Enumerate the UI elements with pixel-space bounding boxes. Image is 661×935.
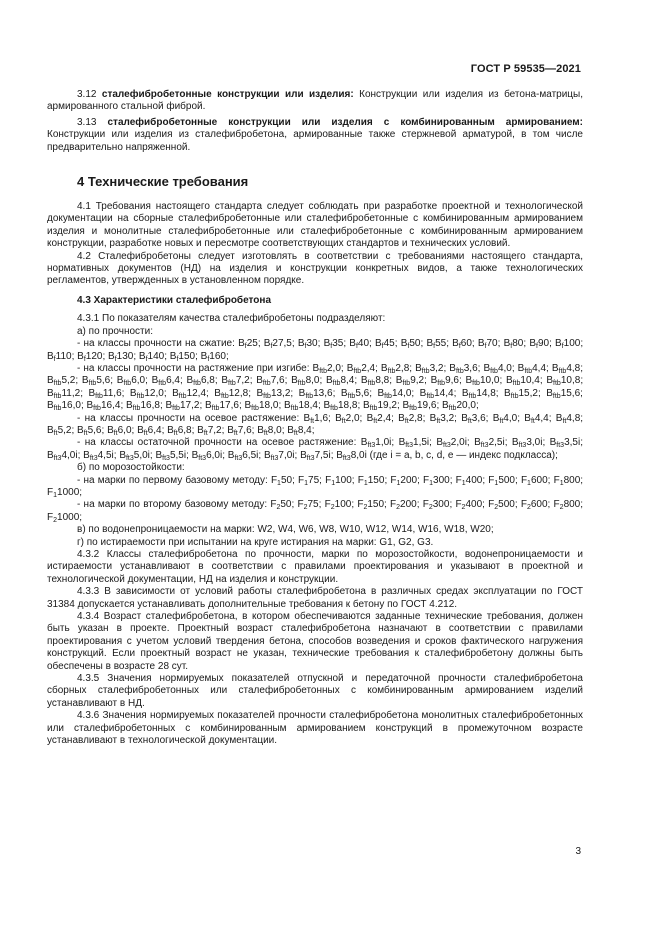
list-lead: - на классы прочности на осевое растяжение: (77, 412, 300, 424)
class-designation: $F_11000$ (47, 486, 80, 499)
class-designation: $B_f27,5$ (263, 338, 292, 351)
class-designation: $B_{ftb}19,2$ (363, 400, 397, 413)
list-item-a: а) по прочности: (77, 325, 153, 337)
list-item-d: г) по истираемости при испытании на круге истирания на марки: G1, G2, G3. (77, 536, 434, 548)
class-designation: $F_1100$ (325, 474, 352, 487)
clause-4-3-1: 4.3.1 По показателям качества сталефибробетоны подразделяют: (77, 313, 386, 325)
class-designation: $B_{ft3}6,0i$ (191, 449, 223, 462)
class-designation: $B_{ft}4,8$ (555, 412, 581, 425)
class-list: $B_f25$; $B_f27,5$; $B_f30$; $B_f35$; $B_f40$; $B_f45$; $B_f50$; $B_f55$; $B_f60$; $B_f70$; $B_f80$; $B_f90$; $B_f100$; $B_f110$; $B_f120$; $B_f130$; $B_f140$; $B_f150$; $B_f160$ (47, 338, 584, 363)
document-body (47, 89, 583, 748)
term-definition: сталефибробетонные конструкции или изделия: (101, 89, 354, 100)
class-designation: $B_{ftb}8,0$ (291, 375, 320, 388)
axial-tension-classes: - на классы прочности на осевое растяжение: $B_{ft}1,6$; $B_{ft}2,0$; $B_{ft}2,4$; $B_{ft}2,8$; $B_{ft}3,2$; $B_{ft}3,6$; $B_{ft}4,0$; $B_{ft}4,4$; $B_{ft}4,8$; $B_{ft}5,2$; $B_{ft}5,6$; $B_{ft}6,0$; $B_{ft}6,4$; $B_{ft}6,8$; $B_{ft}7,2$; $B_{ft}7,6$; $B_{ft}8,0$; $B_{ft}8,4$; (47, 412, 584, 437)
class-designation: $F_2500$ (488, 499, 515, 512)
class-designation: $B_{ft}7,6$ (227, 424, 252, 437)
class-designation: $B_f50$ (400, 338, 421, 351)
class-designation: $B_f140$ (138, 350, 165, 363)
clause-3-13 (47, 117, 583, 154)
class-designation: $B_{ft}7,2$ (197, 424, 222, 437)
class-designation: $B_{ft3}6,5i$ (227, 449, 259, 462)
class-designation: $F_2600$ (520, 499, 548, 512)
class-designation: $B_{ft3}7,5i$ (300, 449, 331, 462)
class-designation: $F_1600$ (520, 474, 548, 487)
class-designation: $B_{ftb}17,2$ (165, 400, 200, 413)
class-designation: $B_{ftb}12,8$ (214, 387, 249, 400)
class-designation: $B_{ft}2,8$ (398, 412, 423, 425)
class-designation: $B_{ft}3,2$ (429, 412, 455, 425)
class-designation: $B_{ftb}9,2$ (395, 375, 425, 388)
list-lead: - на марки по первому базовому методу: (77, 474, 268, 486)
subsection-heading-4-3: 4.3 Характеристики сталефибробетона (77, 294, 272, 306)
clause-4-3-6: 4.3.6 Значения нормируемых показателей прочности сталефибробетона монолитных сталефибробетонных или сталефибробетонных с комбинированным армированием конструкций в промежуточном возрасте устанавливают в технологической документации. (47, 710, 583, 747)
class-designation: $B_{ft3}2,0i$ (436, 437, 467, 450)
class-designation: $B_{ftb}16,0$ (47, 400, 81, 413)
class-designation: $F_1200$ (390, 474, 418, 487)
document-header: ГОСТ Р 59535—2021 (470, 63, 581, 75)
class-designation: $B_{ft3}2,5i$ (474, 437, 505, 450)
residual-strength-classes (47, 437, 583, 462)
class-designation: $B_{ftb}10,4$ (505, 375, 540, 388)
class-designation: $B_{ft}4,0$ (492, 412, 518, 425)
class-designation: $B_{ftb}11,6$ (88, 387, 122, 400)
class-designation: $B_{ft3}5,5i$ (155, 449, 187, 462)
class-designation: $B_{ftb}3,6$ (449, 362, 478, 375)
class-designation: $B_{ftb}8,8$ (360, 375, 390, 388)
class-list: $B_{ftb}2,0$; $B_{ftb}2,4$; $B_{ftb}2,8$; $B_{ftb}3,2$; $B_{ftb}3,6$; $B_{ftb}4,0$; $B_{ftb}4,4$; $B_{ftb}4,8$; $B_{ftb}5,2$; $B_{ftb}5,6$; $B_{ftb}6,0$; $B_{ftb}6,4$; $B_{ftb}6,8$; $B_{ftb}7,2$; $B_{ftb}7,6$; $B_{ftb}8,0$; $B_{ftb}8,4$; $B_{ftb}8,8$; $B_{ftb}9,2$; $B_{ftb}9,6$; $B_{ftb}10,0$; $B_{ftb}10,4$; $B_{ftb}10,8$; $B_{ftb}11,2$; $B_{ftb}11,6$; $B_{ftb}12,0$; $B_{ftb}12,4$; $B_{ftb}12,8$; $B_{ftb}13,2$; $B_{ftb}13,6$; $B_{ftb}5,6$; $B_{ftb}14,0$; $B_{ftb}14,4$; $B_{ftb}14,8$; $B_{ftb}15,2$; $B_{ftb}15,6$; $B_{ftb}16,0$; $B_{ftb}16,4$; $B_{ftb}16,8$; $B_{ftb}17,2$; $B_{ftb}17,6$; $B_{ftb}18,0$; $B_{ftb}18,4$; $B_{ftb}18,8$; $B_{ftb}19,2$; $B_{ftb}19,6$; $B_{ftb}20,0$ (47, 362, 584, 413)
list-item-c: в) по водонепроницаемости на марки: W2, W4, W6, W8, W10, W12, W14, W16, W18, W20; (77, 524, 494, 536)
class-designation: $B_{ft}5,6$ (77, 424, 102, 437)
frost-grades-method-2: - на марки по второму базовому методу: $F_250$; $F_275$; $F_2100$; $F_2150$; $F_2200$; $F_2300$; $F_2400$; $F_2500$; $F_2600$; $F_2800$; $F_21000$; (47, 499, 584, 524)
frost-grades-method-1: - на марки по первому базовому методу: $F_150$; $F_175$; $F_1100$; $F_1150$; $F_1200$; $F_1300$; $F_1400$; $F_1500$; $F_1600$; $F_1800$; $F_11000$; (47, 474, 584, 499)
class-designation: $B_f130$ (108, 350, 134, 363)
class-designation: $B_{ft3}7,0i$ (263, 449, 295, 462)
class-list: $F_150$; $F_175$; $F_1100$; $F_1150$; $F_1200$; $F_1300$; $F_1400$; $F_1500$; $F_1600$; $F_1800$; $F_11000$ (47, 474, 584, 499)
class-designation: $B_{ftb}18,0$ (244, 400, 279, 413)
class-designation: $B_{ftb}10,8$ (546, 375, 581, 388)
class-designation: $B_{ftb}14,0$ (377, 387, 412, 400)
class-designation: $B_{ft3}4,0i$ (47, 449, 78, 462)
class-designation: $B_{ft}6,4$ (137, 424, 162, 437)
class-designation: $B_{ft3}8,0i$ (336, 449, 367, 462)
class-designation: $B_{ftb}7,6$ (256, 375, 285, 388)
class-designation: $B_{ftb}16,4$ (86, 400, 121, 413)
class-designation: $B_f120$ (77, 350, 103, 363)
class-list: $B_{ft}1,6$; $B_{ft}2,0$; $B_{ft}2,4$; $B_{ft}2,8$; $B_{ft}3,2$; $B_{ft}3,6$; $B_{ft}4,0$; $B_{ft}4,4$; $B_{ft}4,8$; $B_{ft}5,2$; $B_{ft}5,6$; $B_{ft}6,0$; $B_{ft}6,4$; $B_{ft}6,8$; $B_{ft}7,2$; $B_{ft}7,6$; $B_{ft}8,0$; $B_{ft}8,4$ (47, 412, 584, 437)
class-designation: $B_{ftb}18,4$ (284, 400, 318, 413)
class-list: $F_250$; $F_275$; $F_2100$; $F_2150$; $F_2200$; $F_2300$; $F_2400$; $F_2500$; $F_2600$; $F_2800$; $F_21000$ (47, 499, 584, 524)
class-designation: $F_1150$ (357, 474, 385, 487)
class-designation: $B_{ftb}3,2$ (415, 362, 444, 375)
class-designation: $B_{ftb}15,2$ (504, 387, 538, 400)
clause-4-1: 4.1 Требования настоящего стандарта следует соблюдать при разработке проектной и технологической документации на сборные сталефибробетонные или сталефибробетонные с комбинированным армированием изделия и монолитные сталефибробетонные или сталефибробетонные с комбинированным армированием конструкции, разработке новых и пересмотре соответствующих стандартов и технических условий. (47, 201, 583, 250)
class-designation: $B_{ft3}1,5i$ (398, 437, 430, 450)
bending-tension-classes: - на классы прочности на растяжение при изгибе: $B_{ftb}2,0$; $B_{ftb}2,4$; $B_{ftb}2,8$; $B_{ftb}3,2$; $B_{ftb}3,6$; $B_{ftb}4,0$; $B_{ftb}4,4$; $B_{ftb}4,8$; $B_{ftb}5,2$; $B_{ftb}5,6$; $B_{ftb}6,0$; $B_{ftb}6,4$; $B_{ftb}6,8$; $B_{ftb}7,2$; $B_{ftb}7,6$; $B_{ftb}8,0$; $B_{ftb}8,4$; $B_{ftb}8,8$; $B_{ftb}9,2$; $B_{ftb}9,6$; $B_{ftb}10,0$; $B_{ftb}10,4$; $B_{ftb}10,8$; $B_{ftb}11,2$; $B_{ftb}11,6$; $B_{ftb}12,0$; $B_{ftb}12,4$; $B_{ftb}12,8$; $B_{ftb}13,2$; $B_{ftb}13,6$; $B_{ftb}5,6$; $B_{ftb}14,0$; $B_{ftb}14,4$; $B_{ftb}14,8$; $B_{ftb}15,2$; $B_{ftb}15,6$; $B_{ftb}16,0$; $B_{ftb}16,4$; $B_{ftb}16,8$; $B_{ftb}17,2$; $B_{ftb}17,6$; $B_{ftb}18,0$; $B_{ftb}18,4$; $B_{ftb}18,8$; $B_{ftb}19,2$; $B_{ftb}19,6$; $B_{ftb}20,0$; (47, 362, 584, 413)
class-designation: $B_f25$ (238, 338, 258, 351)
class-designation: $B_{ftb}2,4$ (346, 362, 376, 375)
class-designation: $F_2200$ (390, 499, 417, 512)
clause-3-12 (47, 89, 583, 114)
class-designation: $B_{ft}8,4$ (287, 424, 312, 437)
class-designation: $B_f45$ (375, 338, 395, 351)
class-designation: $F_21000$ (47, 511, 80, 524)
class-designation: $B_{ft3}5,0i$ (119, 449, 150, 462)
class-designation: $B_{ft3}3,5i$ (549, 437, 581, 450)
class-designation: $B_{ft}8,0$ (257, 424, 282, 437)
class-designation: $B_f30$ (297, 338, 318, 351)
clause-number: 3.12 (77, 89, 97, 100)
class-designation: $F_2100$ (324, 499, 352, 512)
class-designation: $B_{ftb}12,4$ (172, 387, 207, 400)
list-lead: - на классы прочности на сжатие: (77, 338, 235, 350)
class-designation: $B_{ftb}5,2$ (47, 375, 76, 388)
class-designation: $B_{ftb}18,8$ (323, 400, 358, 413)
class-designation: $B_f100$ (555, 338, 581, 351)
class-designation: $F_2150$ (357, 499, 385, 512)
class-designation: $B_{ft}4,4$ (524, 412, 549, 425)
class-designation: $B_{ft}6,0$ (107, 424, 132, 437)
class-designation: $B_f80$ (503, 338, 524, 351)
class-designation: $B_{ftb}11,2$ (47, 387, 81, 400)
class-designation: $B_{ftb}7,2$ (221, 375, 250, 388)
clause-4-3-5: 4.3.5 Значения нормируемых показателей отпускной и передаточной прочности сталефибробетона сборных сталефибробетонных или сталефибробетонных с комбинированным армированием изделий устанавливают в НД. (47, 673, 583, 709)
class-designation: $B_{ftb}6,8$ (186, 375, 215, 388)
class-designation: $B_{ftb}15,6$ (546, 387, 581, 400)
class-designation: $F_1400$ (455, 474, 483, 487)
class-designation: $B_f55$ (426, 338, 447, 351)
class-designation: $F_150$ (270, 474, 293, 487)
class-designation: $B_{ft3}4,5i$ (83, 449, 114, 462)
class-designation: $F_275$ (297, 499, 319, 512)
clause-4-3-3: 4.3.3 В зависимости от условий работы сталефибробетона в различных средах эксплуатации по ГОСТ 31384 допускается устанавливать дополнительные требования к бетону по ГОСТ 4.212. (47, 586, 583, 610)
class-designation: $B_{ft}2,0$ (335, 412, 360, 425)
class-designation: $B_{ftb}4,4$ (517, 362, 547, 375)
clause-4-2: 4.2 Сталефибробетоны следует изготовлять в соответствии с требованиями настоящего стандарта, нормативных документов (НД) на изделия и конструкции конкретных видов, а также технологических регламентов, утвержденных в установленном порядке. (47, 250, 583, 287)
class-designation: $B_{ftb}17,6$ (205, 400, 239, 413)
class-designation: $B_{ftb}4,8$ (551, 362, 581, 375)
class-designation: $B_{ftb}5,6$ (340, 387, 370, 400)
definition-text: Конструкции или изделия из бетона-матрицы, армированного стальной фиброй. (47, 89, 583, 113)
class-designation: $B_{ftb}16,8$ (126, 400, 160, 413)
class-designation: $B_{ftb}2,0$ (312, 362, 341, 375)
class-designation: $B_{ftb}5,6$ (81, 375, 111, 388)
class-designation: $B_{ft}5,2$ (47, 424, 72, 437)
class-designation: $B_{ftb}13,6$ (298, 387, 333, 400)
class-designation: $B_{ft}1,6$ (303, 412, 329, 425)
page-number: 3 (575, 846, 581, 857)
class-designation: $F_2800$ (553, 499, 581, 512)
class-designation: $B_{ftb}4,0$ (483, 362, 512, 375)
class-designation: $B_{ftb}12,0$ (129, 387, 164, 400)
class-designation: $B_{ft}2,4$ (366, 412, 392, 425)
class-designation: $F_1800$ (553, 474, 581, 487)
list-lead: - на классы прочности на растяжение при изгибе: (77, 362, 310, 374)
clause-number: 3.13 (77, 116, 97, 128)
clause-4-3-4: 4.3.4 Возраст сталефибробетона, в котором обеспечиваются заданные технические требования, должен быть указан в проекте. Проектный возраст сталефибробетона назначают в соответствии с правилами проектирования с учетом условий твердения бетона, способов возведения и сроков фактического нагружения конструкций. Если проектный возраст не указан, технические требования к сталефибробетону должны быть обеспечены в возрасте 28 сут. (47, 611, 583, 672)
class-designation: $B_{ftb}19,6$ (402, 400, 437, 413)
term-definition: сталефибробетонные конструкции или изделия с комбинированным армированием: (107, 116, 584, 128)
class-designation: $B_{ftb}6,0$ (116, 375, 146, 388)
list-lead: - на классы остаточной прочности на осевое растяжение: (77, 437, 357, 449)
class-designation: $B_{ft3}3,0i$ (511, 437, 543, 450)
class-designation: $B_{ft}6,8$ (167, 424, 192, 437)
class-designation: $B_{ftb}2,8$ (380, 362, 410, 375)
clause-4-3-2: 4.3.2 Классы сталефибробетона по прочности, марки по морозостойкости, водонепроницаемости и истираемости устанавливают в соответствии с правилами проектирования и указывают в проектной и технологической документации, НД на изделия и конструкции. (47, 549, 583, 585)
class-designation: $F_1300$ (423, 474, 450, 487)
class-designation: $B_f35$ (323, 338, 344, 351)
class-designation: $B_f110$ (47, 350, 72, 363)
class-designation: $B_f150$ (169, 350, 196, 363)
class-designation: $B_f160$ (200, 350, 226, 363)
definition-text: Конструкции или изделия из сталефибробетона, армированные также стержневой арматурой, в том числе предварительно напряженной. (47, 129, 583, 153)
class-designation: $B_{ft3}1,0i$ (360, 437, 392, 450)
class-designation: $B_{ftb}20,0$ (442, 400, 476, 413)
class-designation: $B_{ftb}8,4$ (326, 375, 355, 388)
list-lead: - на марки по второму базовому методу: (77, 499, 268, 511)
list-item-b: б) по морозостойкости: (77, 462, 185, 474)
class-designation: $B_{ftb}14,4$ (419, 387, 454, 400)
class-designation: $B_{ftb}10,0$ (465, 375, 500, 388)
class-designation: $B_f90$ (529, 338, 550, 351)
class-designation: $F_2400$ (455, 499, 483, 512)
class-designation: $B_{ft}3,6$ (461, 412, 486, 425)
section-heading-4: 4 Технические требования (77, 174, 249, 190)
class-designation: $B_f40$ (349, 338, 370, 351)
class-designation: $F_1500$ (488, 474, 515, 487)
class-designation: $B_{ftb}6,4$ (151, 375, 180, 388)
compression-classes: - на классы прочности на сжатие: $B_f25$; $B_f27,5$; $B_f30$; $B_f35$; $B_f40$; $B_f45$; $B_f50$; $B_f55$; $B_f60$; $B_f70$; $B_f80$; $B_f90$; $B_f100$; $B_f110$; $B_f120$; $B_f130$; $B_f140$; $B_f150$; $B_f160$; (47, 338, 584, 363)
class-designation: $B_{ftb}13,2$ (256, 387, 291, 400)
class-designation: $B_f60$ (452, 338, 472, 351)
class-designation: $F_2300$ (422, 499, 450, 512)
class-designation: $B_{ftb}14,8$ (461, 387, 496, 400)
class-designation: $F_250$ (270, 499, 292, 512)
class-designation: $B_{ftb}9,6$ (430, 375, 459, 388)
class-designation: $B_f70$ (477, 338, 498, 351)
class-designation: $F_175$ (298, 474, 320, 487)
subclass-note: (где i = a, b, c, d, e — индекс подкласса); (366, 449, 558, 461)
class-list: $B_{ft3}1,0i$; $B_{ft3}1,5i$; $B_{ft3}2,0i$; $B_{ft3}2,5i$; $B_{ft3}3,0i$; $B_{ft3}3,5i$; $B_{ft3}4,0i$; $B_{ft3}4,5i$; $B_{ft3}5,0i$; $B_{ft3}5,5i$; $B_{ft3}6,0i$; $B_{ft3}6,5i$; $B_{ft3}7,0i$; $B_{ft3}7,5i$; $B_{ft3}8,0i$ (47, 437, 583, 462)
